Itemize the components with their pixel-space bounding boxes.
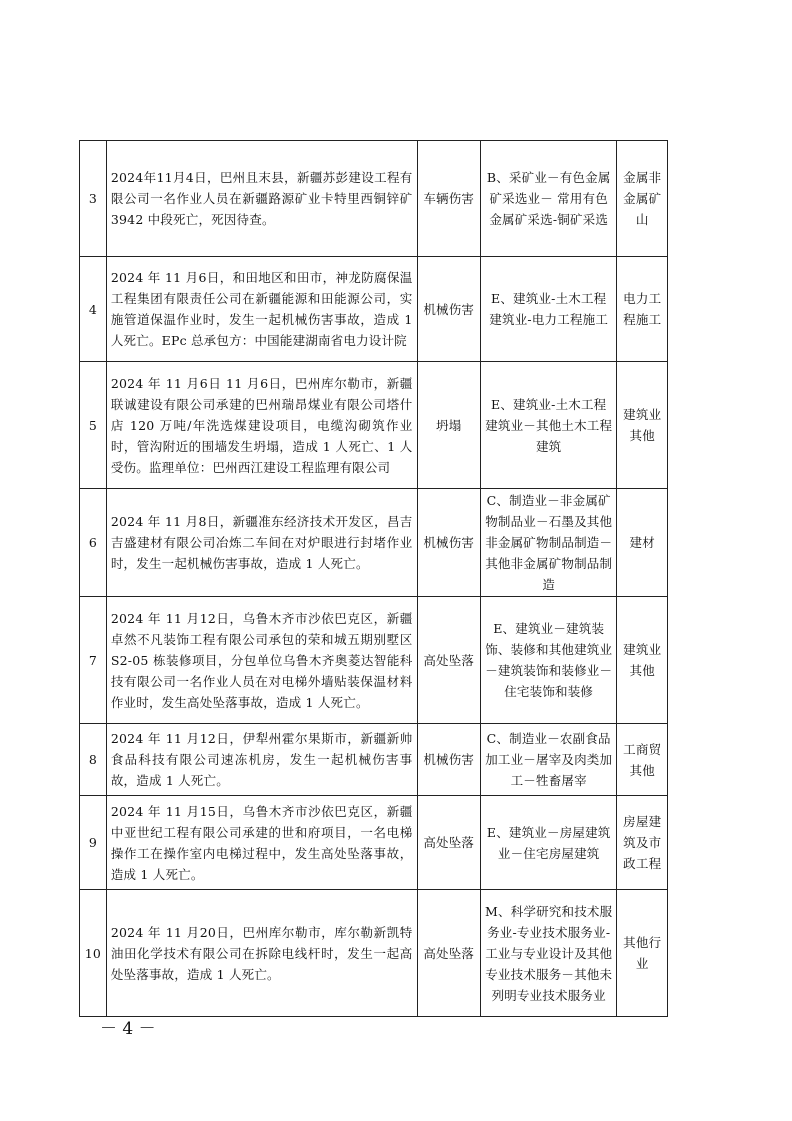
- accident-type: 机械伤害: [417, 489, 480, 597]
- row-number: 4: [80, 257, 107, 362]
- accident-type: 机械伤害: [417, 257, 480, 362]
- table-row: [80, 724, 668, 796]
- accident-type: 高处坠落: [417, 796, 480, 890]
- row-number: 10: [80, 890, 107, 1017]
- table-row: [80, 362, 668, 489]
- row-number: 8: [80, 724, 107, 796]
- industry-category: 建筑业其他: [617, 362, 668, 489]
- table-row: [80, 796, 668, 890]
- table-row: [80, 597, 668, 724]
- page-number: － 4 －: [100, 1019, 156, 1039]
- industry-category: 建筑业其他: [617, 597, 668, 724]
- table-row: [80, 890, 668, 1017]
- accident-description: 2024 年 11 月15日，乌鲁木齐市沙依巴克区，新疆中亚世纪工程有限公司承建的世和府项目，一名电梯操作工在操作室内电梯过程中，发生高处坠落事故，造成 1 人死亡。: [106, 796, 417, 890]
- industry-classification: E、建筑业－房屋建筑业－住宅房屋建筑: [480, 796, 617, 890]
- industry-classification: E、建筑业-土木工程建筑业-电力工程施工: [480, 257, 617, 362]
- accident-table: [79, 140, 668, 1017]
- accident-description: 2024 年 11 月20日，巴州库尔勒市，库尔勒新凯特油田化学技术有限公司在拆除电线杆时，发生一起高处坠落事故，造成 1 人死亡。: [106, 890, 417, 1017]
- accident-type: 高处坠落: [417, 890, 480, 1017]
- row-number: 7: [80, 597, 107, 724]
- row-number: 3: [80, 141, 107, 257]
- table-row: [80, 257, 668, 362]
- industry-classification: C、制造业－农副食品加工业－屠宰及肉类加工－牲畜屠宰: [480, 724, 617, 796]
- accident-description: 2024 年 11 月6日，和田地区和田市，神龙防腐保温工程集团有限责任公司在新疆能源和田能源公司，实施管道保温作业时，发生一起机械伤害事故，造成 1 人死亡。EPc 总承包方：中国能建湖南省电力设计院: [106, 257, 417, 362]
- industry-classification: C、制造业－非金属矿物制品业－石墨及其他非金属矿物制品制造－其他非金属矿物制品制造: [480, 489, 617, 597]
- table-row: [80, 141, 668, 257]
- industry-category: 工商贸其他: [617, 724, 668, 796]
- accident-description: 2024 年 11 月12日，乌鲁木齐市沙依巴克区，新疆卓然不凡装饰工程有限公司承包的荣和城五期别墅区 S2-05 栋装修项目，分包单位乌鲁木齐奥菱达智能科技有限公司一名作业人员在对电梯外墙贴装保温材料作业时，发生高处坠落事故，造成 1 人死亡。: [106, 597, 417, 724]
- accident-description: 2024 年 11 月12日，伊犁州霍尔果斯市，新疆新帅食品科技有限公司速冻机房，发生一起机械伤害事故，造成 1 人死亡。: [106, 724, 417, 796]
- accident-type: 高处坠落: [417, 597, 480, 724]
- industry-category: 建材: [617, 489, 668, 597]
- industry-classification: E、建筑业-土木工程建筑业－其他土木工程建筑: [480, 362, 617, 489]
- row-number: 9: [80, 796, 107, 890]
- accident-type: 机械伤害: [417, 724, 480, 796]
- industry-category: 其他行业: [617, 890, 668, 1017]
- row-number: 6: [80, 489, 107, 597]
- table-row: [80, 489, 668, 597]
- accident-type: 车辆伤害: [417, 141, 480, 257]
- industry-classification: E、建筑业－建筑装饰、装修和其他建筑业－建筑装饰和装修业－住宅装饰和装修: [480, 597, 617, 724]
- industry-classification: M、科学研究和技术服务业-专业技术服务业-工业与专业设计及其他专业技术服务－其他未列明专业技术服务业: [480, 890, 617, 1017]
- industry-category: 金属非金属矿山: [617, 141, 668, 257]
- industry-category: 电力工程施工: [617, 257, 668, 362]
- accident-type: 坍塌: [417, 362, 480, 489]
- industry-classification: B、采矿业－有色金属矿采选业－ 常用有色金属矿采选-铜矿采选: [480, 141, 617, 257]
- accident-description: 2024 年 11 月8日，新疆准东经济技术开发区，昌吉吉盛建材有限公司冶炼二车间在对炉眼进行封堵作业时，发生一起机械伤害事故，造成 1 人死亡。: [106, 489, 417, 597]
- industry-category: 房屋建筑及市政工程: [617, 796, 668, 890]
- accident-description: 2024 年 11 月6日 11 月6日，巴州库尔勒市，新疆联诚建设有限公司承建的巴州瑞昂煤业有限公司塔什店 120 万吨/年洗选煤建设项目，电缆沟砌筑作业时，管沟附近的围墙发生坍塌，造成 1 人死亡、1 人受伤。监理单位：巴州西江建设工程监理有限公司: [106, 362, 417, 489]
- row-number: 5: [80, 362, 107, 489]
- accident-description: 2024年11月4日，巴州且末县，新疆苏彭建设工程有限公司一名作业人员在新疆路源矿业卡特里西铜锌矿 3942 中段死亡，死因待查。: [106, 141, 417, 257]
